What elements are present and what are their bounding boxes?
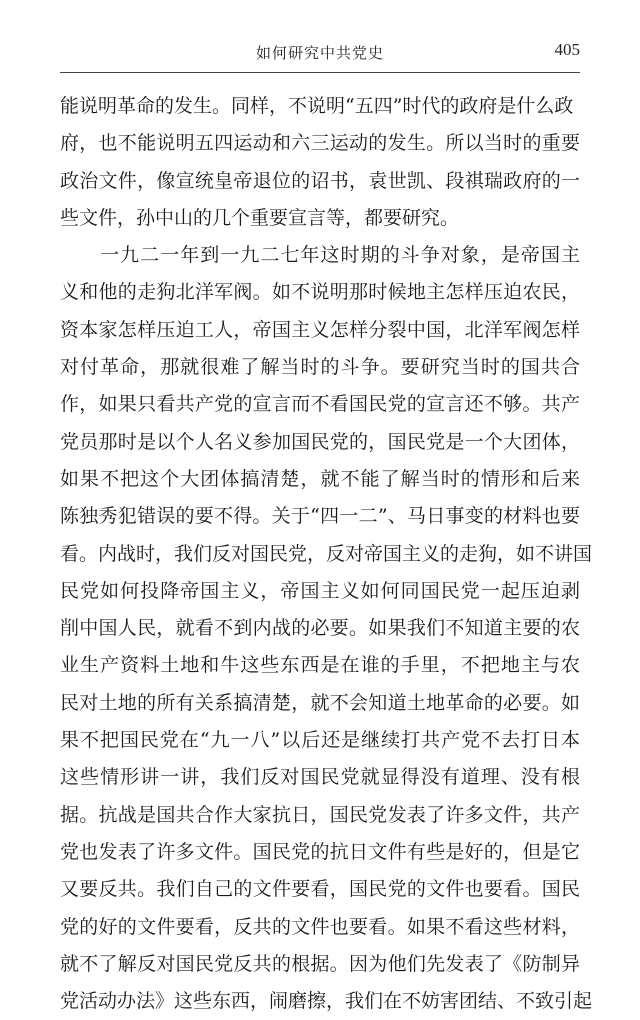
text-line: 民党如何投降帝国主义，帝国主义如何同国民党一起压迫剥 [60, 579, 580, 602]
text-line: 就不了解反对国民党反共的根据。因为他们先发表了《防制异 [60, 952, 580, 975]
text-line: 业生产资料土地和牛这些东西是在谁的手里，不把地主与农 [60, 654, 580, 677]
text-line: 看。内战时，我们反对国民党，反对帝国主义的走狗，如不讲国 [60, 542, 593, 565]
text-line: 如果不把这个大团体搞清楚，就不能了解当时的情形和后来 [60, 467, 580, 490]
text-line: 作，如果只看共产党的宣言而不看国民党的宣言还不够。共产 [60, 393, 580, 416]
text-line: 据。抗战是国共合作大家抗日，国民党发表了许多文件，共产 [60, 803, 580, 826]
header-rule [60, 72, 580, 73]
body-text [60, 88, 593, 1020]
running-title: 如何研究中共党史 [255, 44, 384, 62]
text-line: 陈独秀犯错误的要不得。关于“四一二”、马日事变的材料也要 [60, 505, 580, 528]
text-line: 资本家怎样压迫工人，帝国主义怎样分裂中国，北洋军阀怎样 [60, 318, 580, 341]
text-line: 义和他的走狗北洋军阀。如不说明那时候地主怎样压迫农民， [60, 281, 580, 304]
text-line: 党活动办法》这些东西，闹磨擦，我们在不妨害团结、不致引起 [60, 990, 593, 1013]
text-line: 些文件，孙中山的几个重要宣言等，都要研究。 [60, 206, 460, 229]
text-line: 党的好的文件要看，反共的文件也要看。如果不看这些材料， [60, 915, 580, 938]
text-line: 一九二一年到一九二七年这时期的斗争对象，是帝国主 [60, 244, 580, 267]
text-line: 党员那时是以个人名义参加国民党的，国民党是一个大团体， [60, 430, 580, 453]
page-header [60, 42, 580, 68]
text-line: 这些情形讲一讲，我们反对国民党就显得没有道理、没有根 [60, 766, 580, 789]
text-line: 果不把国民党在“九一八”以后还是继续打共产党不去打日本 [60, 729, 580, 752]
text-line: 党也发表了许多文件。国民党的抗日文件有些是好的，但是它 [60, 840, 580, 863]
text-line: 削中国人民，就看不到内战的必要。如果我们不知道主要的农 [60, 617, 580, 640]
text-line: 政治文件，像宣统皇帝退位的诏书，袁世凯、段祺瑞政府的一 [60, 169, 580, 192]
text-line: 能说明革命的发生。同样，不说明“五四”时代的政府是什么政 [60, 95, 574, 117]
text-line: 又要反共。我们自己的文件要看，国民党的文件也要看。国民 [60, 878, 580, 901]
text-line: 民对土地的所有关系搞清楚，就不会知道土地革命的必要。如 [60, 691, 580, 714]
text-line: 府，也不能说明五四运动和六三运动的发生。所以当时的重要 [60, 132, 580, 155]
text-line: 对付革命，那就很难了解当时的斗争。要研究当时的国共合 [60, 356, 580, 379]
page-number: 405 [554, 40, 580, 59]
